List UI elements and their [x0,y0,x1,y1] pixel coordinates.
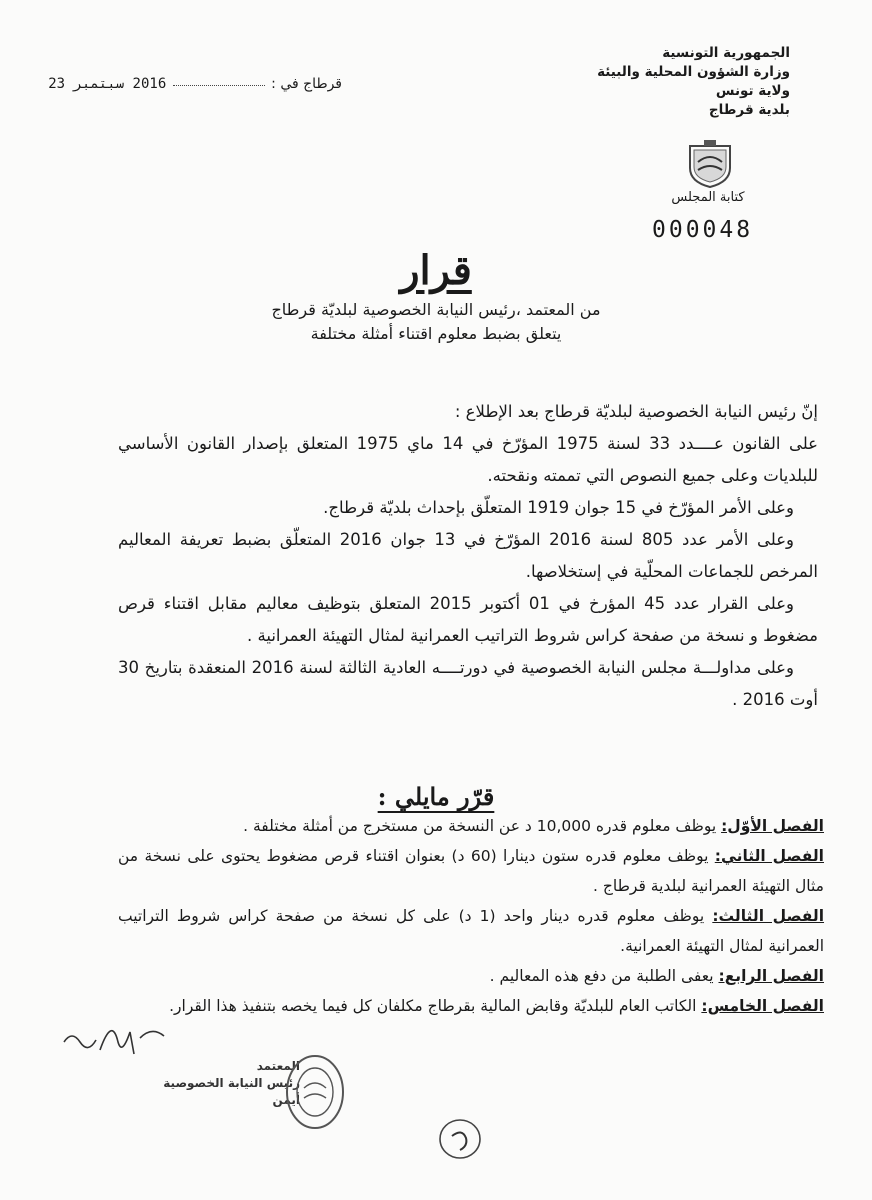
issuing-authority [560,44,790,120]
decree-title: قرار [400,247,472,294]
date-value: 2016 سبتمبر 23 [48,76,167,92]
council-secretariat-label: كتابة المجلس [671,190,745,205]
page-mark-icon [436,1116,484,1162]
article-label: الفصل الثاني: [714,847,824,865]
preamble-order-805-2016: وعلى الأمر عدد 805 لسنة 2016 المؤرّخ في 13 جوان 2016 المتعلّق بضبط تعريفة المعاليم المرخص للجماعات المحلّية في إستخلاصها. [118,530,818,581]
authority-line-republic: الجمهورية التونسية [662,45,790,61]
article-3 [118,901,824,961]
article-text: يوظف معلوم قدره دينار واحد (1 د) على كل نسخة من صفحة كراس شروط التراتيب العمرانية لمثال التهيئة العمرانية. [118,907,824,955]
date-label: قرطاج في : [271,76,342,92]
decree-preamble [118,396,818,716]
authority-line-governorate: ولاية تونس [715,83,790,99]
decree-articles [118,811,824,1021]
article-4 [118,961,824,991]
article-text: يوظف معلوم قدره 10,000 د عن النسخة من مستخرج من أمثلة مختلفة . [243,817,722,835]
article-label: الفصل الأوّل: [721,817,824,835]
preamble-opening: إنّ رئيس النيابة الخصوصية لبلديّة قرطاج بعد الإطلاع : [454,402,818,421]
article-text: يعفى الطلبة من دفع هذه المعاليم . [489,967,719,985]
signature-name: أيمن [272,1093,300,1107]
authority-line-ministry: وزارة الشؤون المحلية والبيئة [597,64,790,80]
subtitle-subject: يتعلق بضبط معلوم اقتناء أمثلة مختلفة [310,324,562,343]
article-text: الكاتب العام للبلديّة وقابض المالية بقرطاج مكلفان كل فيما يخصه بتنفيذ هذا القرار. [169,997,702,1015]
article-1 [118,811,824,841]
preamble-decision-45-2015: وعلى القرار عدد 45 المؤرخ في 01 أكتوبر 2015 المتعلق بتوظيف معاليم مقابل اقتناء قرص مضغوط و نسخة من صفحة كراس شروط التراتيب العمرانية لمثال التهيئة العمرانية . [118,594,818,645]
municipal-crest-icon [682,140,738,190]
date-line [48,76,342,102]
signature-role: رئيس النيابة الخصوصية [163,1076,300,1090]
article-5 [118,991,824,1021]
decision-heading: قرّر مايلي : [377,782,495,811]
decree-subtitle [220,298,652,346]
authority-line-municipality: بلدية قرطاج [708,102,790,118]
signature-scribble-icon [60,1012,170,1062]
article-label: الفصل الثالث: [712,907,825,925]
article-text: يوظف معلوم قدره ستون دينارا (60 د) بعنوان اقتناء قرص مضغوط يحتوى على نسخة من مثال التهيئة العمرانية لبلدية قرطاج . [118,847,824,895]
preamble-law-1975: على القانون عــــدد 33 لسنة 1975 المؤرّخ في 14 ماي 1975 المتعلق بإصدار القانون الأساسي للبلديات وعلى جميع النصوص التي تممته ونقحته. [118,434,818,485]
preamble-council-deliberation: وعلى مداولـــة مجلس النيابة الخصوصية في دورتــــه العادية الثالثة لسنة 2016 المنعقدة بتاريخ 30 أوت 2016 . [118,658,818,709]
article-label: الفصل الرابع: [718,967,824,985]
date-dotted-line [173,85,265,86]
subtitle-issuer: من المعتمد ،رئيس النيابة الخصوصية لبلديّة قرطاج [271,300,601,319]
signature-block [150,1058,300,1109]
official-stamp-icon [284,1052,346,1132]
preamble-order-1919: وعلى الأمر المؤرّخ في 15 جوان 1919 المتعلّق بإحداث بلديّة قرطاج. [323,498,794,517]
article-2 [118,841,824,901]
reference-number: 000048 [652,217,754,243]
signature-title: المعتمد [256,1059,300,1073]
article-label: الفصل الخامس: [701,997,824,1015]
